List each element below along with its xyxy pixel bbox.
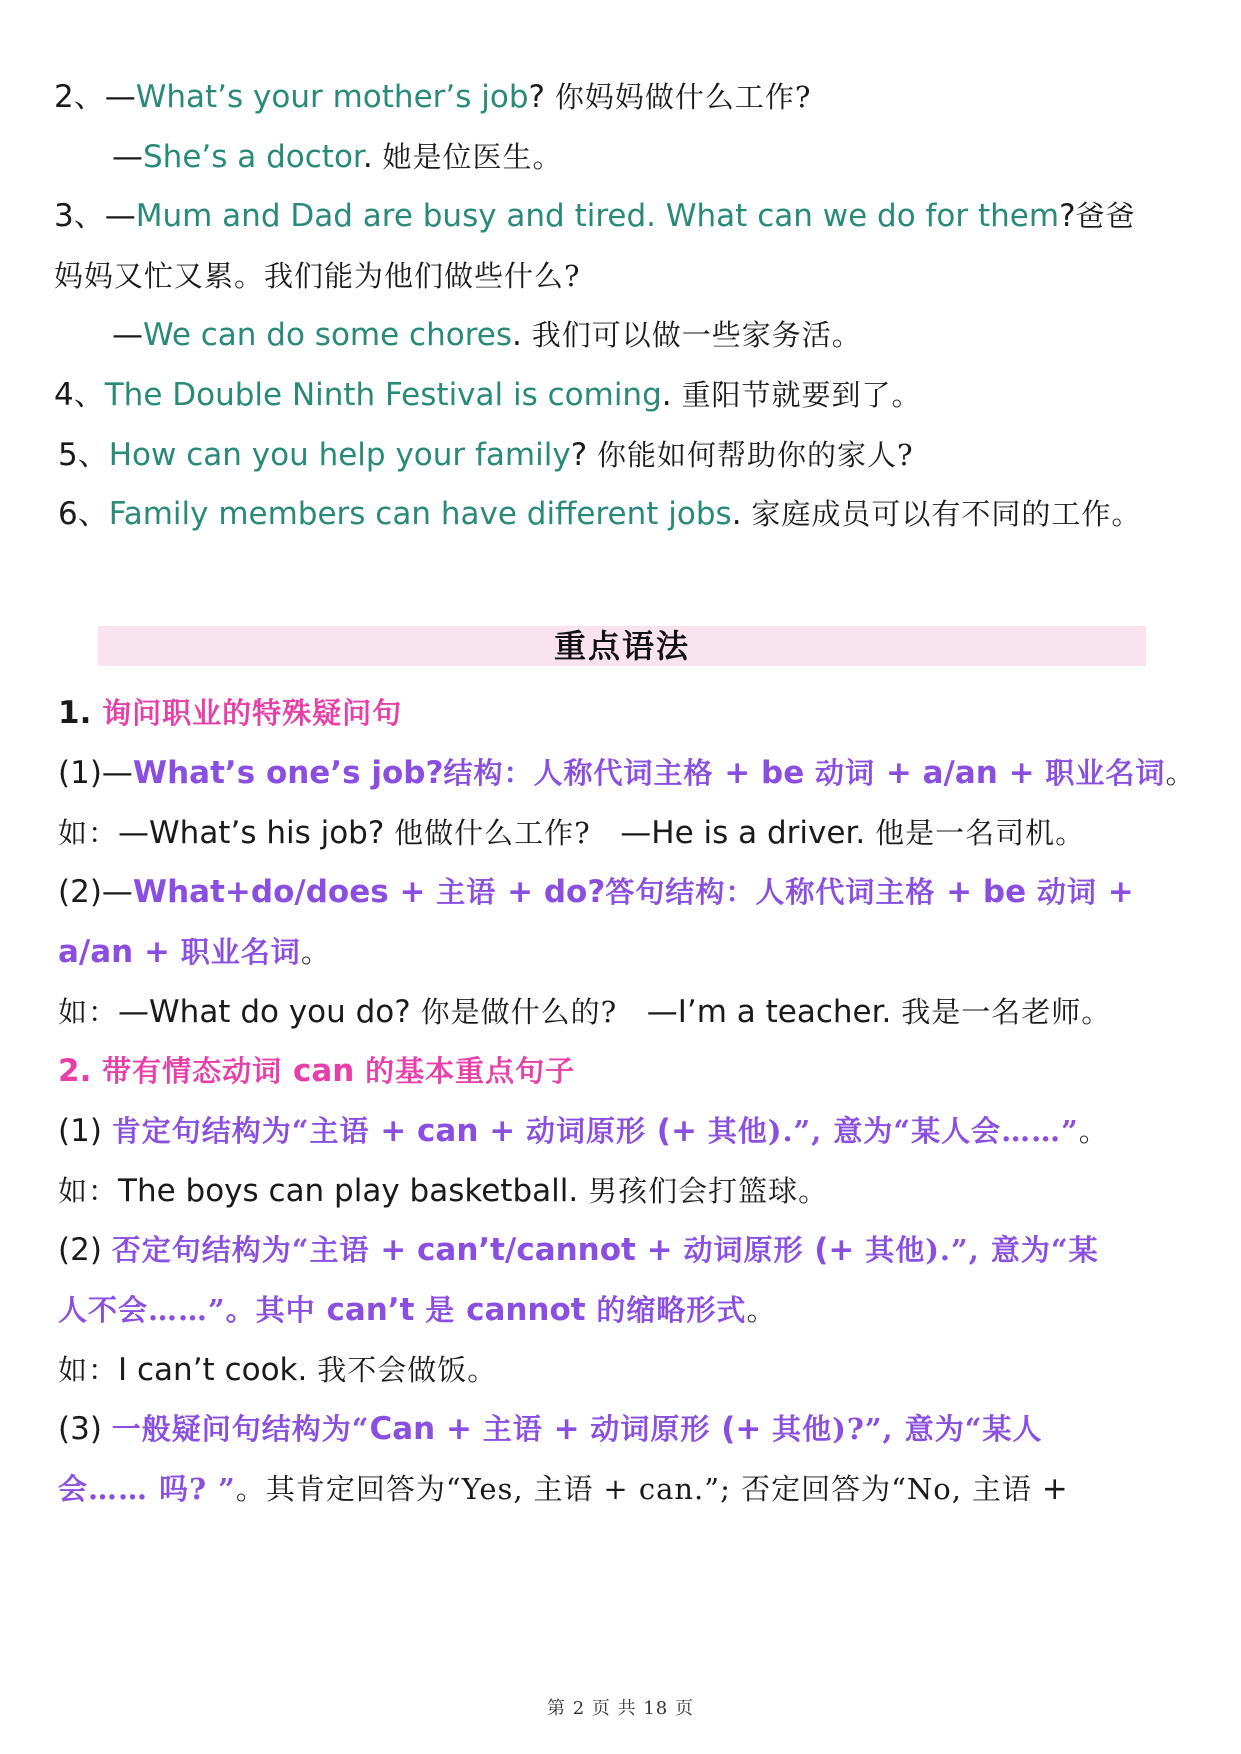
example-label: 如： [58, 1174, 119, 1208]
rule-structure: 否定句结构为“主语 + can’t/cannot + 动词原形 (+ 其他).”, 意为“某 [111, 1232, 1099, 1268]
example-answer: —He is a driver. [620, 815, 866, 851]
grammar-rule-1-2-continued: a/an + 职业名词。 [58, 934, 331, 970]
rule-structure: 肯定句结构为“主语 + can + 动词原形 (+ 其他).”, 意为“某人会……” [111, 1113, 1079, 1149]
chinese-translation: 她是位医生。 [382, 140, 563, 174]
dash: — [112, 139, 143, 175]
grammar-rule-1-2 [58, 872, 1134, 912]
example-label: 如： [58, 995, 119, 1029]
section-banner [98, 626, 1146, 666]
chinese-translation: 妈妈又忙又累。我们能为他们做些什么? [54, 259, 581, 293]
sentence-5: 5、How can you help your family? 你能如何帮助你的家人? [58, 437, 914, 473]
english-sentence: Mum and Dad are busy and tired. What can we do for them [135, 198, 1060, 234]
grammar-rule-2-2-continued: 人不会……”。其中 can’t 是 cannot 的缩略形式。 [58, 1292, 777, 1328]
item-number: 5、 [58, 437, 109, 473]
item-number: 6、 [58, 496, 109, 532]
example-label: 如： [58, 1353, 119, 1387]
chinese-translation: 我们可以做一些家务活。 [531, 318, 862, 352]
grammar-rule-2-1: (1) 肯定句结构为“主语 + can + 动词原形 (+ 其他).”, 意为“某人会……”。 [58, 1113, 1109, 1149]
chinese-translation: 你能如何帮助你的家人? [597, 438, 914, 472]
section-title: 重点语法 [553, 627, 690, 665]
chinese-translation: 爸爸 [1075, 199, 1136, 233]
rule-structure: What+do/does + 主语 + do?答句结构：人称代词主格 + be 动词 + [132, 874, 1134, 910]
dash: — [104, 79, 136, 115]
dash: — [112, 317, 143, 353]
grammar-rule-2-2 [58, 1230, 1099, 1270]
example-3: 如：The boys can play basketball. 男孩们会打篮球。 [58, 1173, 829, 1209]
grammar-rule-2-3-continued: 会…… 吗? ”。其肯定回答为“Yes, 主语 + can.”; 否定回答为“No, 主语 + [58, 1471, 1068, 1507]
english-sentence: How can you help your family [108, 437, 571, 473]
grammar-rule-2-3 [58, 1409, 1042, 1449]
grammar-heading-2: 2. 带有情态动词 can 的基本重点句子 [58, 1053, 576, 1089]
sentence-3: 3、—Mum and Dad are busy and tired. What can we do for them?爸爸 [54, 198, 1136, 234]
example-sentence: The boys can play basketball. [118, 1173, 579, 1209]
grammar-rule-1-1: (1)—What’s one’s job?结构：人称代词主格 + be 动词 + a/an + 职业名词。 [58, 755, 1196, 791]
english-sentence: She’s a doctor [143, 139, 363, 175]
page-footer: 第 2 页 共 18 页 [547, 1698, 694, 1719]
heading-number: 2. [58, 1053, 92, 1089]
chinese-translation: 家庭成员可以有不同的工作。 [751, 497, 1142, 531]
item-number: 2、 [54, 79, 105, 115]
sentence-3-answer: —We can do some chores. 我们可以做一些家务活。 [112, 317, 862, 353]
english-sentence: Family members can have different jobs [108, 496, 732, 532]
english-sentence: We can do some chores [143, 317, 512, 353]
chinese-translation: 你妈妈做什么工作? [554, 80, 812, 114]
example-sentence: I can’t cook. [118, 1352, 308, 1388]
rule-label: (1)— [58, 755, 133, 791]
example-2: 如：—What do you do? 你是做什么的? —I’m a teacher. 我是一名老师。 [58, 994, 1112, 1030]
example-question: —What’s his job? [118, 815, 385, 851]
sentence-3-continued [54, 256, 581, 296]
rule-structure: What’s one’s job?结构：人称代词主格 + be 动词 + a/an + 职业名词 [132, 755, 1166, 791]
heading-number: 1. [58, 695, 92, 731]
sentence-6: 6、Family members can have different jobs. 家庭成员可以有不同的工作。 [58, 496, 1142, 532]
dash: — [104, 198, 136, 234]
rule-label: (2)— [58, 874, 133, 910]
example-answer: —I’m a teacher. [646, 994, 892, 1030]
grammar-heading-1 [58, 693, 402, 733]
sentence-2-answer: —She’s a doctor. 她是位医生。 [112, 139, 563, 175]
example-1: 如：—What’s his job? 他做什么工作? —He is a driver. 他是一名司机。 [58, 815, 1086, 851]
rule-label: (3) [58, 1411, 102, 1447]
heading-title: 询问职业的特殊疑问句 [102, 696, 403, 730]
rule-structure: 一般疑问句结构为“Can + 主语 + 动词原形 (+ 其他)?”, 意为“某人 [111, 1411, 1043, 1447]
chinese-translation: 重阳节就要到了。 [681, 378, 922, 412]
rule-label: (1) [58, 1113, 102, 1149]
sentence-2: 2、—What’s your mother’s job? 你妈妈做什么工作? [54, 79, 812, 115]
english-sentence: The Double Ninth Festival is coming [104, 377, 662, 413]
example-label: 如： [58, 816, 119, 850]
example-question: —What do you do? [118, 994, 411, 1030]
item-number: 3、 [54, 198, 105, 234]
example-4: 如：I can’t cook. 我不会做饭。 [58, 1352, 498, 1388]
rule-label: (2) [58, 1232, 102, 1268]
english-sentence: What’s your mother’s job [135, 79, 529, 115]
item-number: 4、 [54, 377, 105, 413]
sentence-4: 4、The Double Ninth Festival is coming. 重阳节就要到了。 [54, 377, 922, 413]
